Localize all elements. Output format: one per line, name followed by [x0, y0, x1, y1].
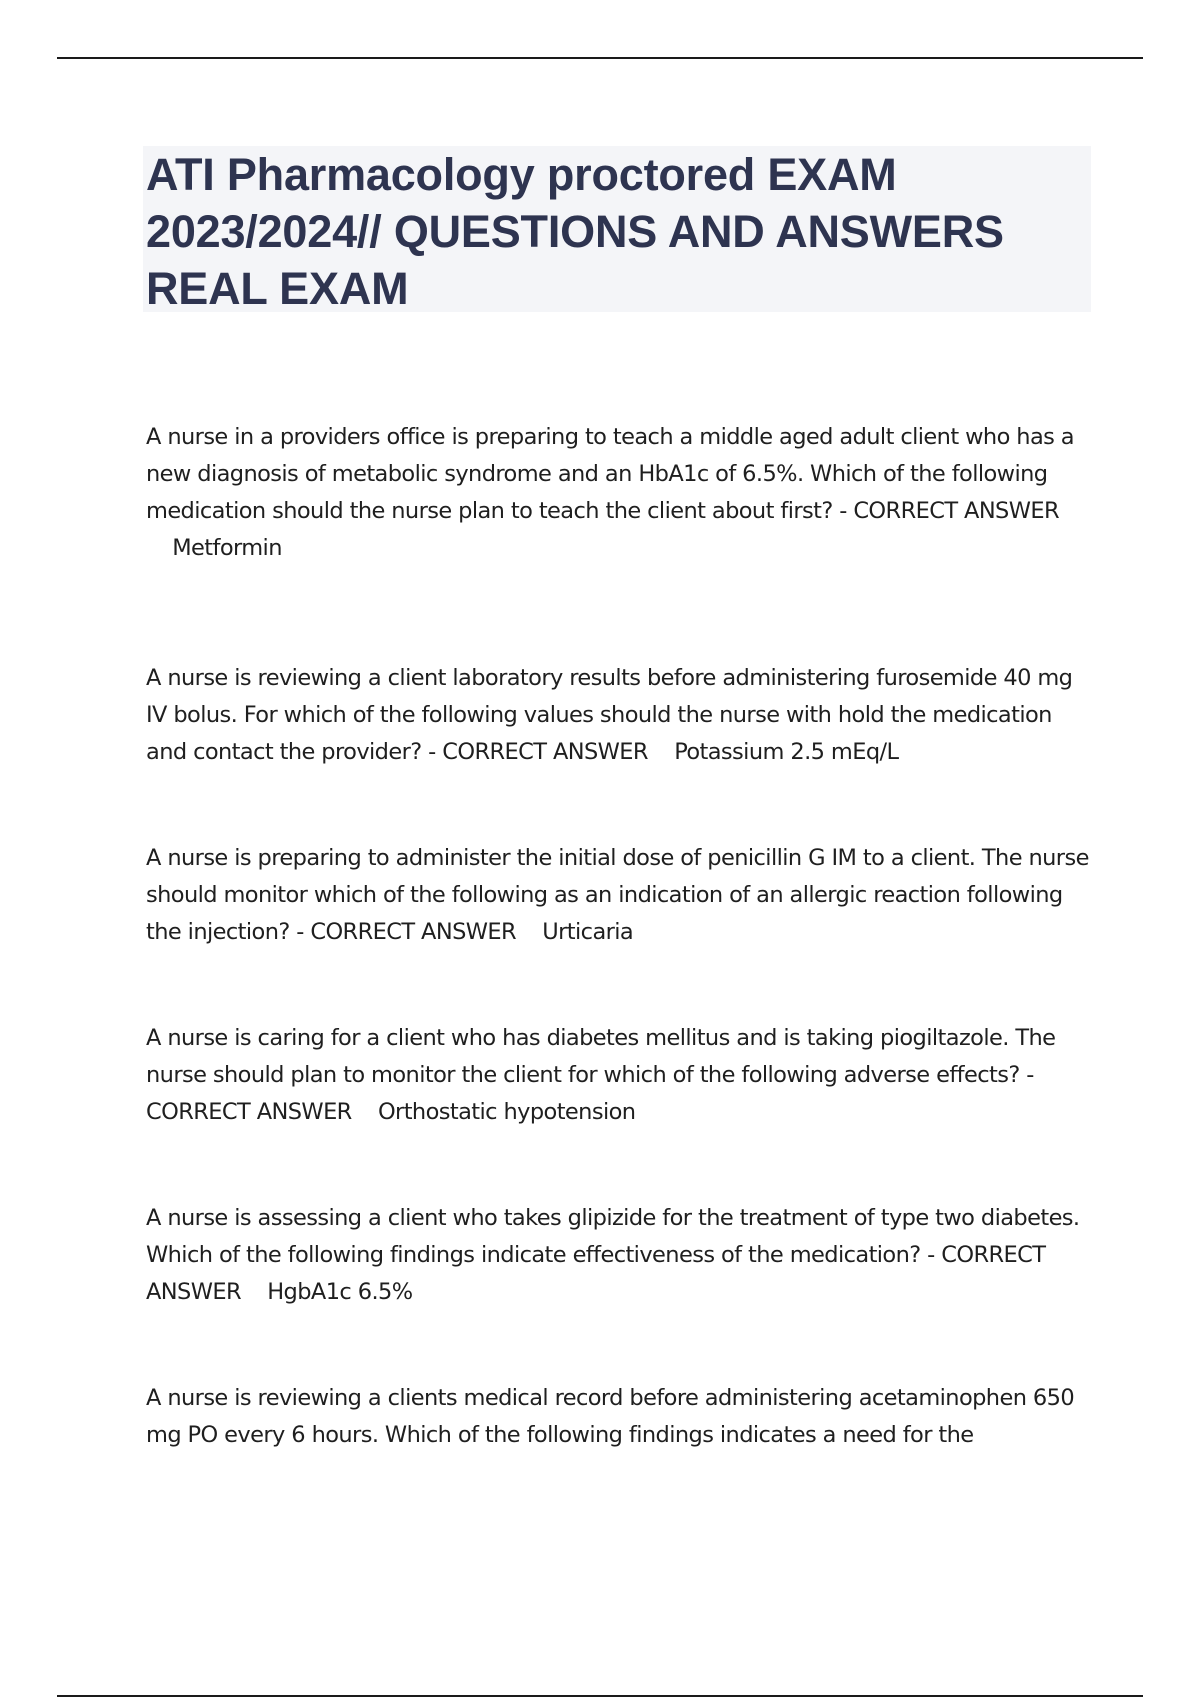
answer-text: HgbA1c 6.5% — [267, 1279, 413, 1305]
qa-item — [146, 1200, 1096, 1311]
question-text: A nurse is caring for a client who has diabetes mellitus and is taking piogiltazole. The nurse should plan to monitor the client for which of the following adverse effects? — [146, 1025, 1056, 1088]
question-text: A nurse is preparing to administer the initial dose of penicillin G IM to a client. The nurse should monitor which of the following as an indication of an allergic reaction following the injection? — [146, 845, 1089, 945]
qa-item — [146, 660, 1096, 771]
question-text: A nurse in a providers office is preparing to teach a middle aged adult client who has a new diagnosis of metabolic syndrome and an HbA1c of 6.5%. Which of the following medication should the nurse plan to teach the client about first? — [146, 424, 1074, 524]
document-title: ATI Pharmacology proctored EXAM 2023/2024// QUESTIONS AND ANSWERS REAL EXAM — [146, 149, 1004, 314]
qa-item — [146, 1020, 1096, 1131]
question-text: A nurse is assessing a client who takes glipizide for the treatment of type two diabetes. Which of the following findings indicate effectiveness of the medication? — [146, 1205, 1080, 1268]
answer-text: Potassium 2.5 mEq/L — [674, 739, 899, 765]
question-text: A nurse is reviewing a client laboratory results before administering furosemide 40 mg IV bolus. For which of the following values should the nurse with hold the medication and contact the provider? — [146, 665, 1073, 765]
qa-item — [146, 419, 1096, 567]
answer-text: Orthostatic hypotension — [377, 1099, 636, 1125]
top-rule — [57, 57, 1143, 59]
qa-item — [146, 840, 1096, 951]
question-text: A nurse is reviewing a clients medical record before administering acetaminophen 650 mg PO every 6 hours. Which of the following findings indicates a need for the — [146, 1385, 1075, 1448]
qa-item — [146, 1380, 1096, 1454]
answer-text: Metformin — [172, 535, 282, 561]
answer-marker: - CORRECT ANSWER — [296, 919, 517, 945]
answer-marker: - CORRECT ANSWER — [146, 1062, 1034, 1125]
qa-list — [146, 419, 1096, 1454]
answer-marker: - CORRECT ANSWER — [146, 1242, 1046, 1305]
answer-marker: - CORRECT ANSWER — [839, 498, 1060, 524]
answer-marker: - CORRECT ANSWER — [428, 739, 648, 765]
bottom-rule — [57, 1695, 1143, 1697]
answer-text: Urticaria — [542, 919, 634, 945]
